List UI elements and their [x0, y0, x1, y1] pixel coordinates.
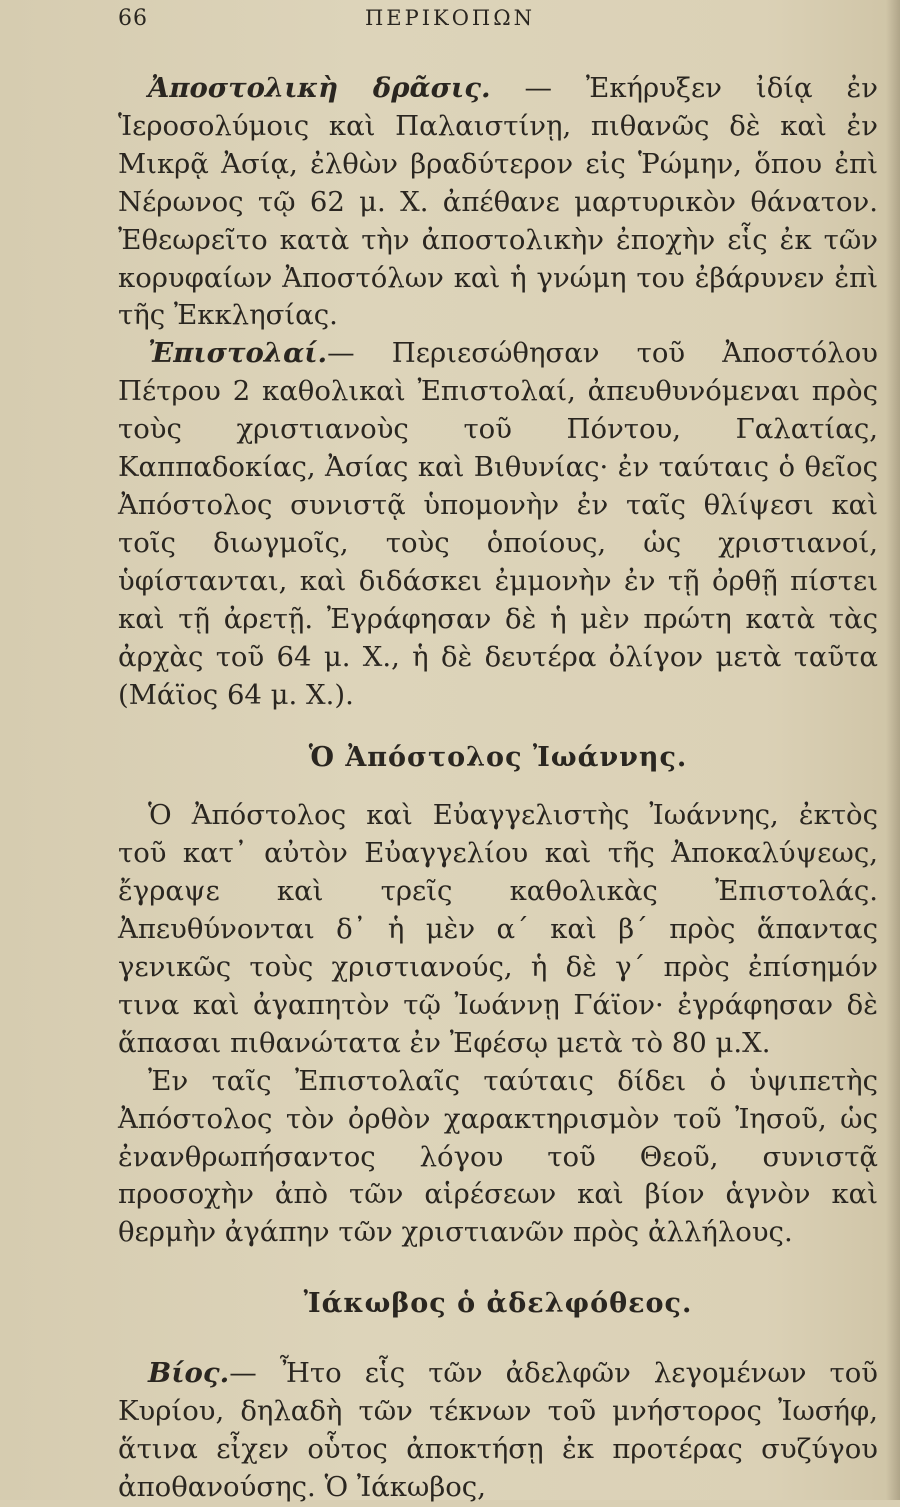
paragraph-john-2: Ἐν ταῖς Ἐπιστολαῖς ταύταις δίδει ὁ ὑψιπετὴς Ἀπόστολος τὸν ὀρθὸν χαρακτηρισμὸν τοῦ Ἰησοῦ, ὡς ἐνανθρωπήσαντος λόγου τοῦ Θεοῦ, συνιστᾷ προσοχὴν ἀπὸ τῶν αἱρέσεων καὶ βίον ἁγνὸν καὶ θερμὴν ἀγάπην τῶν χριστιανῶν πρὸς ἀλλήλους.	[118, 1064, 878, 1249]
page-edge-shadow	[886, 0, 900, 1500]
paragraph-john-1: Ὁ Ἀπόστολος καὶ Εὐαγγελιστὴς Ἰωάννης, ἐκτὸς τοῦ κατ᾽ αὐτὸν Εὐαγγελίου καὶ τῆς Ἀποκαλύψεως, ἔγραψε καὶ τρεῖς καθολικὰς Ἐπιστολάς. Ἀπευθύνονται δ᾽ ἡ μὲν α΄ καὶ β΄ πρὸς ἅπαντας γενικῶς τοὺς χριστιανούς, ἡ δὲ γ΄ πρὸς ἐπίσημόν τινα καὶ ἀγαπητὸν τῷ Ἰωάννῃ Γάϊον· ἐγράφησαν δὲ ἅπασαι πιθανώτατα ἐν Ἐφέσῳ μετὰ τὸ 80 μ.Χ.	[118, 799, 878, 1059]
paragraph-lead: Ἐπιστολαί.	[148, 337, 328, 370]
section-heading-john: Ὁ Ἀπόστολος Ἰωάννης.	[308, 742, 688, 774]
paragraph-lead: Βίος.	[148, 1357, 230, 1390]
paragraph-apostolic-activity	[118, 70, 878, 335]
body-text	[118, 70, 878, 1507]
page-number: 66	[118, 6, 148, 31]
paragraph-text: — Ἐκήρυξεν ἰδίᾳ ἐν Ἱεροσολύμοις καὶ Παλαιστίνῃ, πιθανῶς δὲ καὶ ἐν Μικρᾷ Ἀσίᾳ, ἐλθὼν βραδύτερον εἰς Ῥώμην, ὅπου ἐπὶ Νέρωνος τῷ 62 μ. Χ. ἀπέθανε μαρτυρικὸν θάνατον. Ἐθεωρεῖτο κατὰ τὴν ἀποστολικὴν ἐποχὴν εἷς ἐκ τῶν κορυφαίων Ἀποστόλων καὶ ἡ γνώμη του ἐβάρυνεν ἐπὶ τῆς Ἐκκλησίας.	[118, 72, 878, 332]
paragraph-james-life	[118, 1355, 878, 1507]
paragraph-text: — Περιεσώθησαν τοῦ Ἀποστόλου Πέτρου 2 καθολικαὶ Ἐπιστολαί, ἀπευθυνόμεναι πρὸς τοὺς χριστιανοὺς τοῦ Πόντου, Γαλατίας, Καππαδοκίας, Ἀσίας καὶ Βιθυνίας· ἐν ταύταις ὁ θεῖος Ἀπόστολος συνιστᾷ ὑπομονὴν ἐν ταῖς θλίψεσι καὶ τοῖς διωγμοῖς, τοὺς ὁποίους, ὡς χριστιανοί, ὑφίστανται, καὶ διδάσκει ἐμμονὴν ἐν τῇ ὀρθῇ πίστει καὶ τῇ ἀρετῇ. Ἐγράφησαν δὲ ἡ μὲν πρώτη κατὰ τὰς ἀρχὰς τοῦ 64 μ. Χ., ἡ δὲ δευτέρα ὀλίγον μετὰ ταῦτα (Μάϊος 64 μ. Χ.).	[118, 337, 878, 711]
running-head	[0, 6, 900, 40]
paragraph-lead: Ἀποστολικὴ δρᾶσις.	[148, 72, 491, 104]
paragraph-epistles	[118, 335, 878, 714]
section-heading-james: Ἰάκωβος ὁ ἀδελφόθεος.	[303, 1288, 693, 1320]
paragraph-text: — Ἦτο εἷς τῶν ἀδελφῶν λεγομένων τοῦ Κυρίου, δηλαδὴ τῶν τέκνων τοῦ μνήστορος Ἰωσήφ, ἅτινα εἶχεν οὗτος ἀποκτήσῃ ἐκ προτέρας συζύγου ἀποθανούσης. Ὁ Ἰάκωβος,	[118, 1357, 878, 1503]
running-title: ΠΕΡΙΚΟΠΩΝ	[364, 6, 536, 30]
